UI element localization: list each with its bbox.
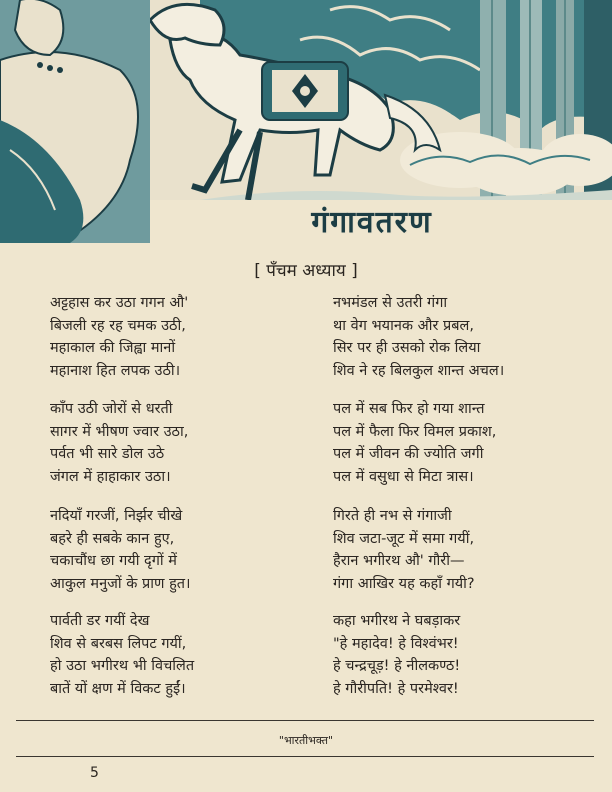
page-number: 5 (90, 765, 99, 781)
divider-top (16, 720, 594, 721)
verse-line: आकुल मनुजों के प्राण हुत। (50, 575, 191, 592)
verse-line: पल में फैला फिर विमल प्रकाश, (333, 423, 497, 440)
stanza-3 (50, 505, 191, 595)
verse-line: नभमंडल से उतरी गंगा (333, 295, 448, 311)
verse-line: गिरते ही नभ से गंगाजी (333, 508, 452, 524)
author-credit: "भारतीभक्त" (278, 734, 334, 747)
title-banner (268, 202, 476, 238)
verse-line: था वेग भयानक और प्रबल, (333, 317, 474, 334)
chapter-heading: [ पँचम अध्याय ] (254, 261, 358, 281)
verse-line: "हे महादेव! हे विश्वंभर! (333, 635, 459, 652)
stanza-4 (50, 610, 194, 700)
verse-line: चकाचौंध छा गयी दृगों में (50, 553, 177, 569)
stanza-7 (333, 505, 475, 595)
stanza-2 (50, 398, 188, 488)
verse-line: महाकाल की जिह्वा मानों (50, 340, 176, 356)
verse-line: हो उठा भगीरथ भी विचलित (50, 658, 195, 674)
verse-line: जंगल में हाहाकार उठा। (50, 468, 171, 485)
verse-line: महानाश हित लपक उठी। (50, 362, 181, 379)
verse-line: अट्टहास कर उठा गगन औ' (50, 295, 189, 311)
verse-line: बिजली रह रह चमक उठी, (50, 317, 186, 334)
stanza-1 (50, 292, 188, 382)
verse-line: पार्वती डर गयीं देख (50, 613, 150, 629)
stanza-5 (333, 292, 504, 382)
verse-line: शिव ने रह बिलकुल शान्त अचल। (333, 362, 505, 379)
verse-line: गंगा आखिर यह कहाँ गयी? (333, 575, 475, 592)
verse-line: हे चन्द्रचूड़! हे नीलकण्ठ! (333, 658, 461, 674)
verse-line: हैरान भगीरथ औ' गौरी— (333, 553, 465, 569)
verse-line: शिव से बरबस लिपट गयीं, (50, 635, 187, 652)
stanza-8 (333, 610, 460, 700)
verse-line: नदियाँ गरजीं, निर्झर चीखे (50, 508, 183, 524)
verse-line: सागर में भीषण ज्वार उठा, (50, 423, 189, 440)
verse-line: हे गौरीपति! हे परमेश्वर! (333, 680, 459, 697)
stanza-6 (333, 398, 496, 488)
verse-line: पल में सब फिर हो गया शान्त (333, 401, 485, 417)
verse-line: बातें यों क्षण में विकट हुईं। (50, 680, 186, 697)
verse-line: काँप उठी जोरों से धरती (50, 401, 173, 417)
verse-line: शिव जटा-जूट में समा गयीं, (333, 530, 475, 547)
verse-line: पल में वसुधा से मिटा त्रास। (333, 468, 474, 485)
verse-line: पल में जीवन की ज्योति जगी (333, 446, 484, 462)
divider-bottom (16, 756, 594, 757)
verse-line: कहा भगीरथ ने घबड़ाकर (333, 613, 461, 629)
verse-line: बहरे ही सबके कान हुए, (50, 530, 175, 547)
verse-line: सिर पर ही उसको रोक लिया (333, 340, 481, 356)
poem-title: गंगावतरण (311, 204, 433, 240)
verse-line: पर्वत भी सारे डोल उठे (50, 446, 165, 462)
